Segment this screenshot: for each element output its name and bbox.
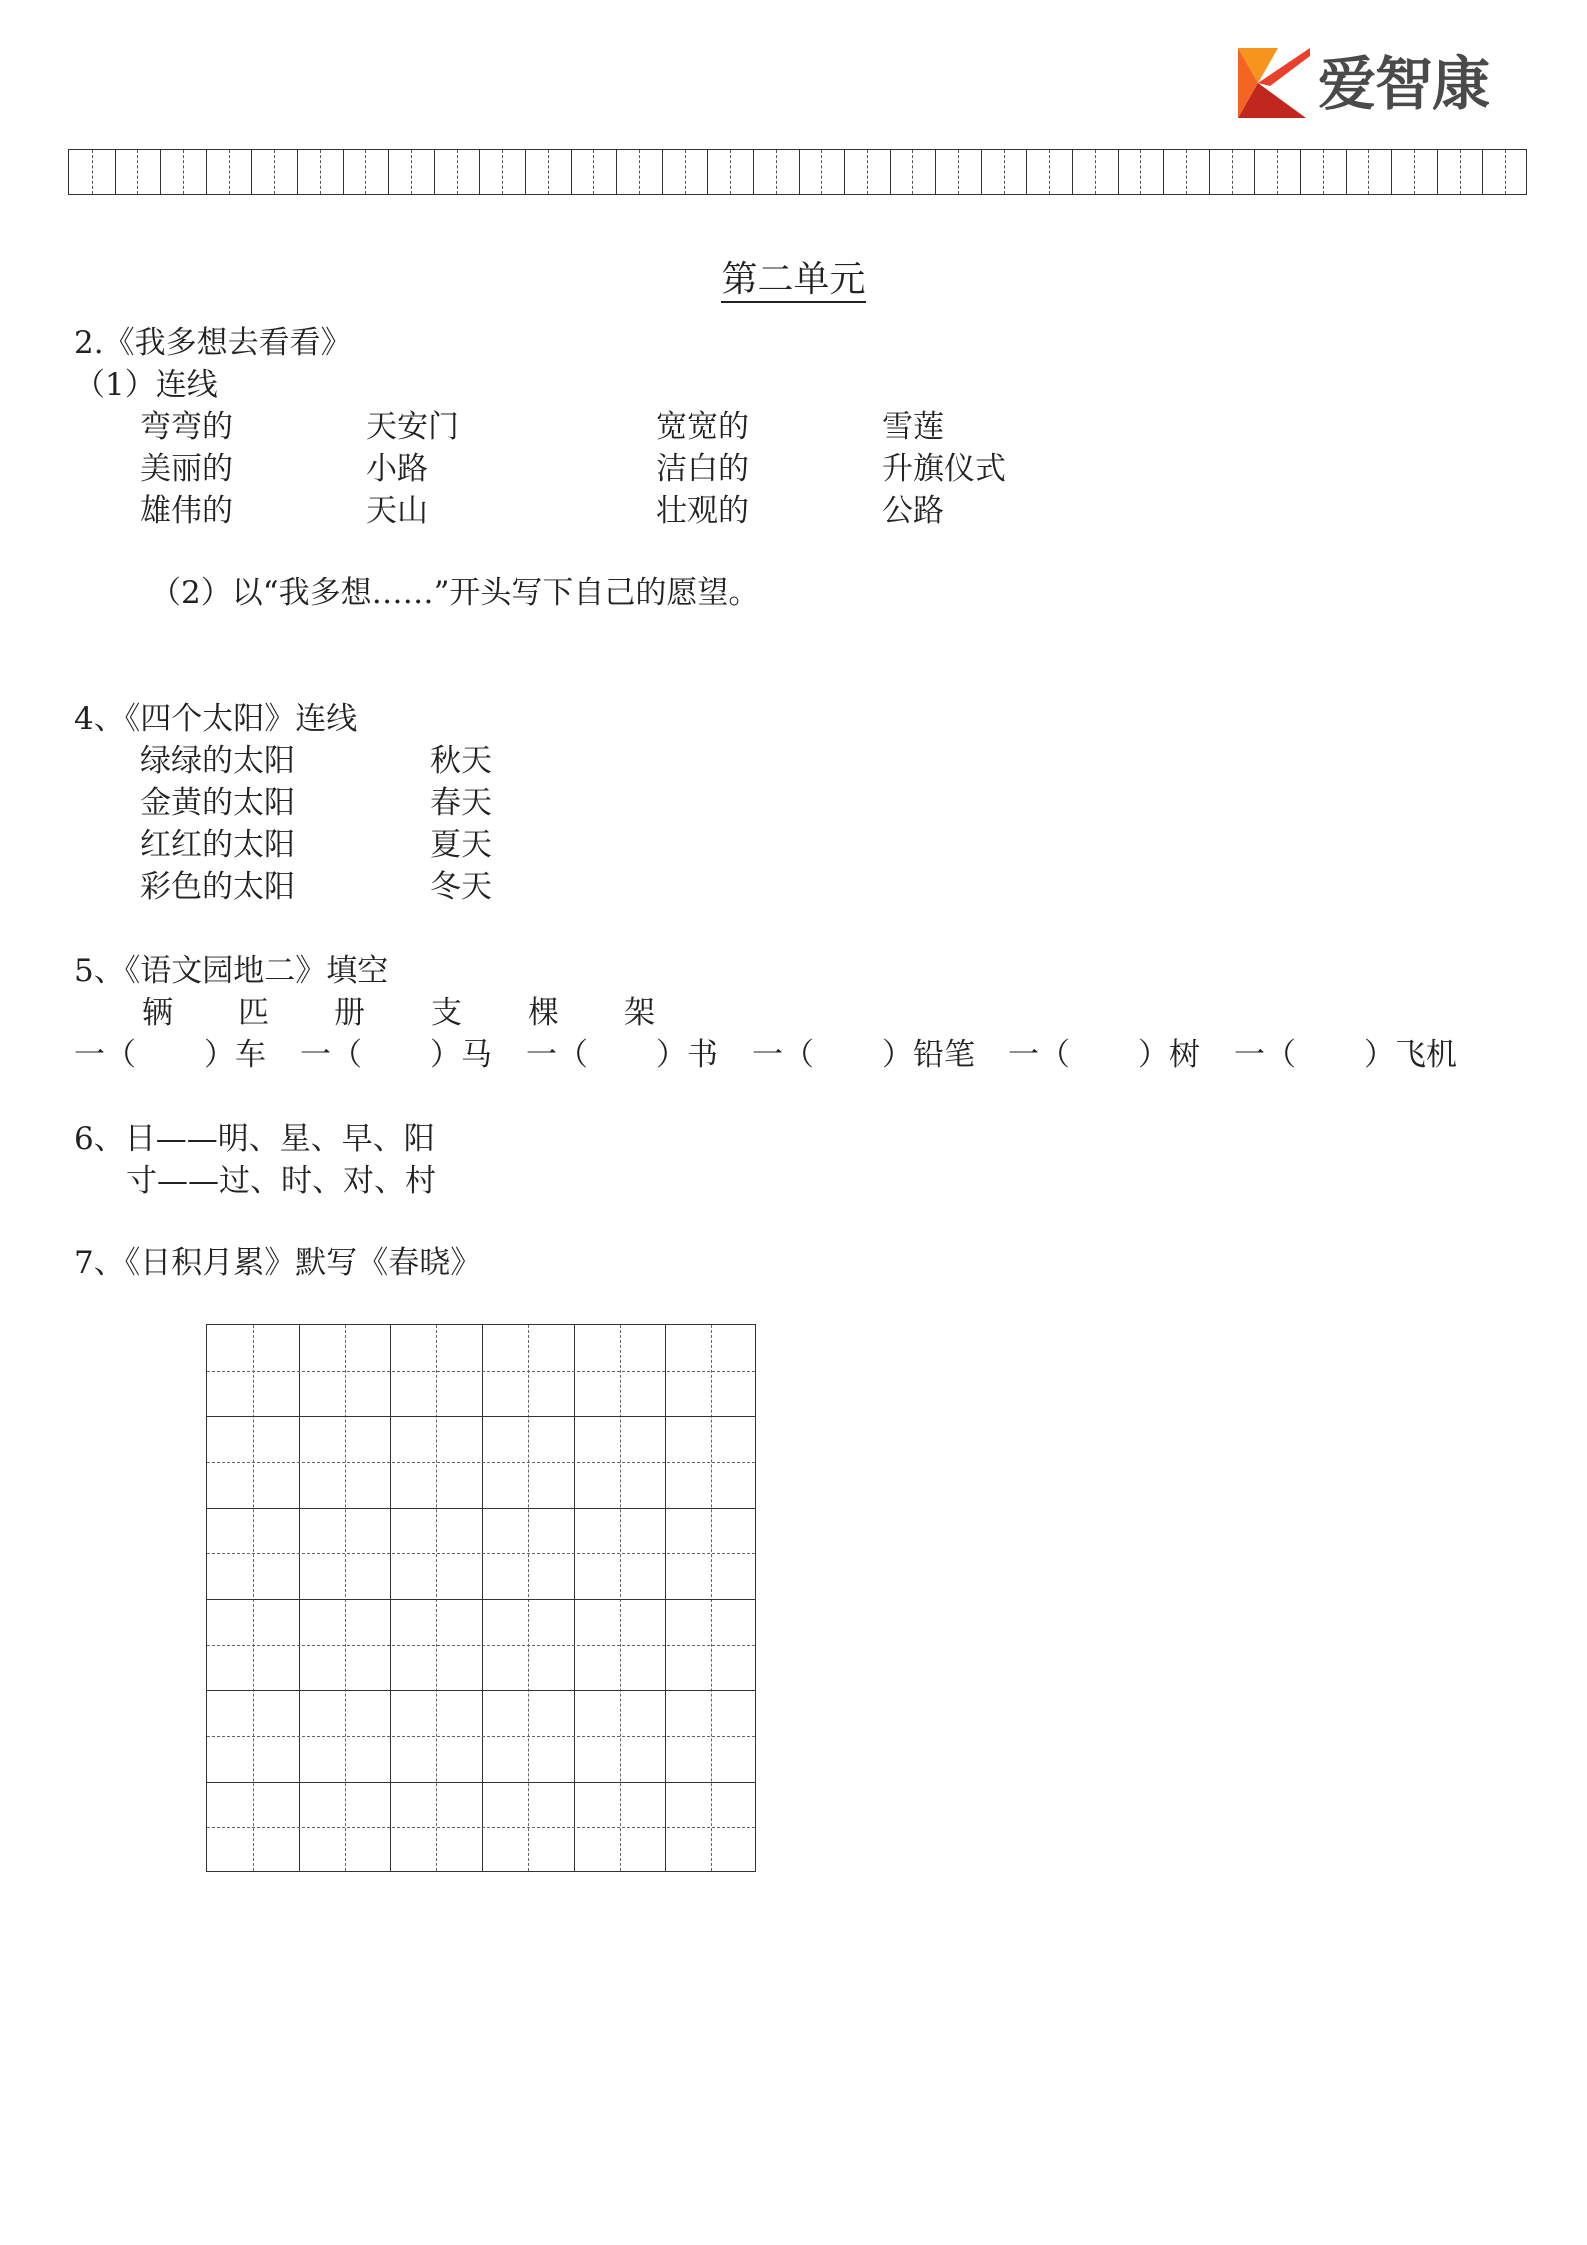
strip-cell-midline (1095, 150, 1096, 194)
q2-col2-item: 小路 (366, 451, 428, 487)
grid-column-line (390, 1325, 391, 1871)
q2-part2-label: （2）以“我多想……”开头写下自己的愿望。 (150, 575, 760, 611)
strip-cell-divider (1300, 150, 1301, 194)
q5-word: 支 (431, 995, 462, 1031)
strip-cell-divider (343, 150, 344, 194)
q5-blank-prefix: 一（ (300, 1037, 362, 1073)
strip-cell-divider (707, 150, 708, 194)
strip-cell-midline (320, 150, 321, 194)
strip-cell-midline (1232, 150, 1233, 194)
strip-cell-midline (867, 150, 868, 194)
strip-cell-divider (1254, 150, 1255, 194)
q5-word: 册 (334, 995, 365, 1031)
strip-cell-midline (1186, 150, 1187, 194)
strip-cell-divider (844, 150, 845, 194)
strip-cell-midline (502, 150, 503, 194)
strip-cell-divider (890, 150, 891, 194)
q5-word: 棵 (528, 995, 559, 1031)
grid-row-guide (207, 1462, 755, 1463)
strip-cell-divider (1118, 150, 1119, 194)
grid-row-line (207, 1508, 755, 1509)
q5-blank-suffix: ）飞机 (1364, 1037, 1457, 1073)
strip-cell-midline (593, 150, 594, 194)
strip-cell-divider (935, 150, 936, 194)
q5-blank-prefix: 一（ (74, 1037, 136, 1073)
strip-cell-divider (1209, 150, 1210, 194)
strip-cell-divider (1437, 150, 1438, 194)
grid-row-guide (207, 1553, 755, 1554)
q5-blank-suffix: ）马 (430, 1037, 492, 1073)
strip-cell-midline (912, 150, 913, 194)
q5-blank-prefix: 一（ (752, 1037, 814, 1073)
grid-row-guide (207, 1827, 755, 1828)
brand-logo (1238, 48, 1498, 120)
strip-cell-midline (685, 150, 686, 194)
grid-column-guide (436, 1325, 437, 1871)
strip-cell-divider (115, 150, 116, 194)
q2-col3-item: 宽宽的 (656, 409, 749, 445)
strip-cell-divider (616, 150, 617, 194)
q4-left-item: 金黄的太阳 (140, 785, 295, 821)
q4-right-item: 秋天 (430, 743, 492, 779)
grid-row-line (207, 1599, 755, 1600)
q4-right-item: 冬天 (430, 869, 492, 905)
poem-writing-grid[interactable] (206, 1324, 756, 1872)
q5-title: 5、《语文园地二》填空 (74, 953, 389, 989)
grid-row-guide (207, 1736, 755, 1737)
q5-blank-prefix: 一（ (1234, 1037, 1296, 1073)
grid-row-guide (207, 1645, 755, 1646)
strip-cell-midline (548, 150, 549, 194)
strip-cell-divider (799, 150, 800, 194)
strip-cell-divider (753, 150, 754, 194)
strip-cell-divider (1346, 150, 1347, 194)
strip-cell-midline (639, 150, 640, 194)
strip-cell-midline (958, 150, 959, 194)
q6-line1: 6、日——明、星、早、阳 (74, 1121, 435, 1157)
strip-cell-midline (411, 150, 412, 194)
grid-column-guide (253, 1325, 254, 1871)
grid-row-line (207, 1416, 755, 1417)
q5-word: 匹 (238, 995, 269, 1031)
strip-cell-divider (479, 150, 480, 194)
strip-cell-midline (1414, 150, 1415, 194)
q4-left-item: 红红的太阳 (140, 827, 295, 863)
strip-cell-midline (776, 150, 777, 194)
grid-column-line (482, 1325, 483, 1871)
q5-blank-suffix: ）书 (656, 1037, 718, 1073)
strip-cell-midline (1140, 150, 1141, 194)
strip-cell-divider (1482, 150, 1483, 194)
q2-col4-item: 雪莲 (882, 409, 944, 445)
q2-col2-item: 天山 (366, 493, 428, 529)
strip-cell-divider (525, 150, 526, 194)
grid-column-guide (711, 1325, 712, 1871)
q5-blank-prefix: 一（ (1008, 1037, 1070, 1073)
q5-blank-suffix: ）树 (1138, 1037, 1200, 1073)
strip-cell-midline (274, 150, 275, 194)
strip-cell-divider (1026, 150, 1027, 194)
grid-column-line (299, 1325, 300, 1871)
strip-cell-midline (1323, 150, 1324, 194)
strip-cell-divider (297, 150, 298, 194)
strip-cell-midline (1004, 150, 1005, 194)
strip-cell-midline (1505, 150, 1506, 194)
q2-col3-item: 壮观的 (656, 493, 749, 529)
strip-cell-divider (251, 150, 252, 194)
strip-cell-divider (1391, 150, 1392, 194)
strip-cell-midline (1049, 150, 1050, 194)
grid-row-line (207, 1690, 755, 1691)
q6-line2: 寸——过、时、对、村 (126, 1163, 436, 1199)
grid-column-guide (345, 1325, 346, 1871)
strip-cell-midline (457, 150, 458, 194)
q4-right-item: 夏天 (430, 827, 492, 863)
strip-cell-divider (571, 150, 572, 194)
strip-cell-divider (981, 150, 982, 194)
strip-cell-divider (160, 150, 161, 194)
q5-blank-suffix: ）铅笔 (882, 1037, 975, 1073)
q2-col4-item: 公路 (882, 493, 944, 529)
strip-cell-divider (1072, 150, 1073, 194)
strip-cell-midline (92, 150, 93, 194)
q2-col1-item: 雄伟的 (140, 493, 233, 529)
strip-cell-midline (229, 150, 230, 194)
unit-title: 第二单元 (0, 258, 1587, 302)
strip-cell-midline (183, 150, 184, 194)
strip-cell-midline (1460, 150, 1461, 194)
q2-col2-item: 天安门 (366, 409, 459, 445)
q2-part1-label: （1）连线 (74, 367, 218, 403)
q4-left-item: 绿绿的太阳 (140, 743, 295, 779)
q2-title: 2.《我多想去看看》 (74, 325, 352, 361)
grid-column-line (574, 1325, 575, 1871)
strip-cell-midline (1277, 150, 1278, 194)
grid-column-line (665, 1325, 666, 1871)
q2-col3-item: 洁白的 (656, 451, 749, 487)
grid-row-line (207, 1782, 755, 1783)
strip-cell-midline (365, 150, 366, 194)
q4-right-item: 春天 (430, 785, 492, 821)
q7-title: 7、《日积月累》默写《春晓》 (74, 1245, 482, 1281)
logo-mark-icon (1238, 48, 1310, 118)
q5-blank-suffix: ）车 (204, 1037, 266, 1073)
strip-cell-midline (821, 150, 822, 194)
strip-cell-midline (1368, 150, 1369, 194)
q2-col1-item: 美丽的 (140, 451, 233, 487)
strip-cell-divider (388, 150, 389, 194)
strip-cell-midline (137, 150, 138, 194)
strip-cell-divider (206, 150, 207, 194)
brand-name: 爱智康 (1318, 50, 1490, 118)
top-writing-strip (68, 149, 1527, 195)
q5-blank-prefix: 一（ (526, 1037, 588, 1073)
strip-cell-divider (434, 150, 435, 194)
q5-word: 辆 (142, 995, 173, 1031)
strip-cell-midline (730, 150, 731, 194)
q4-title: 4、《四个太阳》连线 (74, 701, 358, 737)
strip-cell-divider (1163, 150, 1164, 194)
q2-col4-item: 升旗仪式 (882, 451, 1006, 487)
grid-row-guide (207, 1371, 755, 1372)
q4-left-item: 彩色的太阳 (140, 869, 295, 905)
q5-word: 架 (624, 995, 655, 1031)
grid-column-guide (620, 1325, 621, 1871)
q2-col1-item: 弯弯的 (140, 409, 233, 445)
strip-cell-divider (662, 150, 663, 194)
grid-column-guide (528, 1325, 529, 1871)
